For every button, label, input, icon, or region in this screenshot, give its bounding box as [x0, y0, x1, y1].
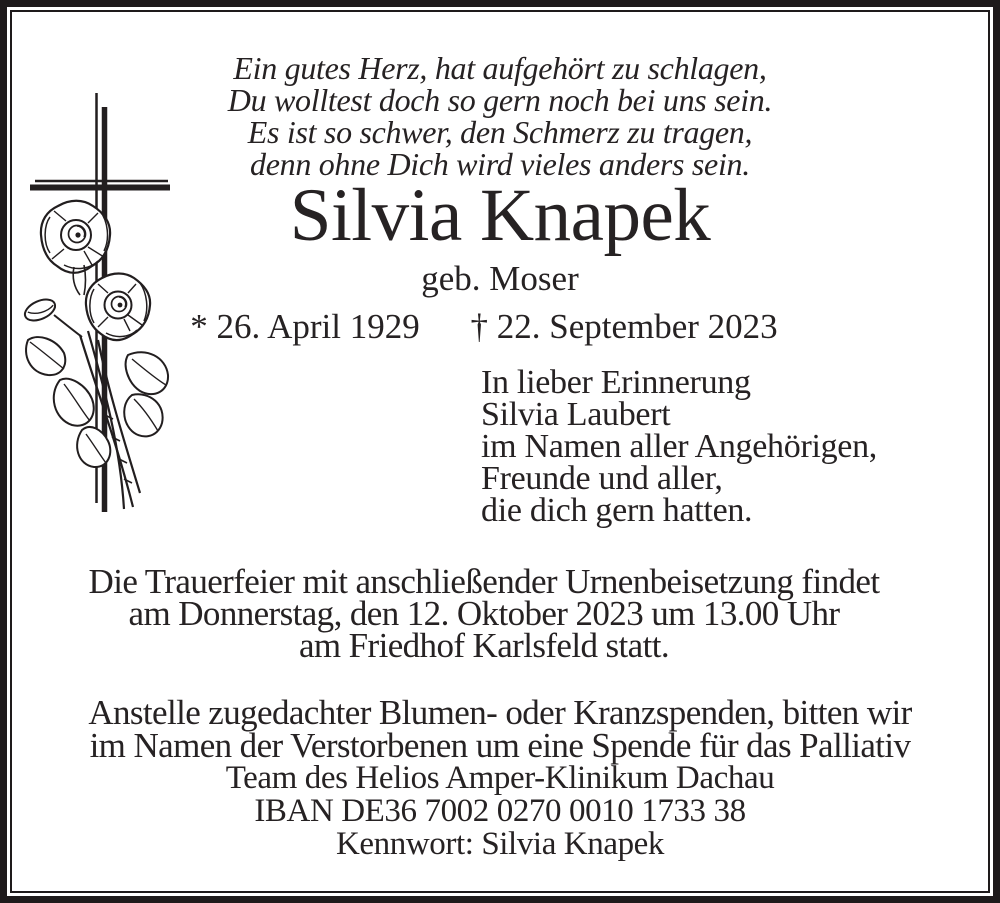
- funeral-line: Die Trauerfeier mit anschließender Urnenbeisetzung findet: [88, 562, 880, 601]
- memorial-line: die dich gern hatten.: [481, 492, 753, 529]
- poem-line: denn ohne Dich wird vieles anders sein.: [250, 146, 750, 182]
- life-dates: [0, 309, 984, 345]
- poem-line: Ein gutes Herz, hat aufgehört zu schlagen,: [233, 50, 767, 86]
- memorial-line: In lieber Erinnerung: [481, 364, 751, 401]
- memorial-line: im Namen aller Angehörigen,: [481, 428, 877, 465]
- maiden-name: geb. Moser: [421, 259, 579, 298]
- donation-block: [0, 693, 1000, 862]
- funeral-details: [0, 562, 984, 665]
- poem-line: Du wolltest doch so gern noch bei uns sein.: [227, 82, 773, 118]
- death-date: † 22. September 2023: [470, 307, 778, 346]
- poem: [0, 52, 1000, 180]
- poem-line: Es ist so schwer, den Schmerz zu tragen,: [247, 114, 753, 150]
- donation-line: Team des Helios Amper-Klinikum Dachau: [225, 760, 775, 796]
- funeral-line: am Friedhof Karlsfeld statt.: [298, 626, 670, 665]
- deceased-name: Silvia Knapek: [289, 174, 711, 257]
- memorial-block: [481, 364, 877, 529]
- funeral-line: am Donnerstag, den 12. Oktober 2023 um 13.00 Uhr: [128, 594, 840, 633]
- memorial-line: Freunde und aller,: [481, 460, 723, 497]
- birth-date: * 26. April 1929: [190, 307, 420, 346]
- donation-line: im Namen der Verstorbenen um eine Spende für das Palliativ: [89, 726, 911, 765]
- donation-iban: IBAN DE36 7002 0270 0010 1733 38: [254, 793, 746, 829]
- donation-line: Anstelle zugedachter Blumen- oder Kranzspenden, bitten wir: [88, 693, 912, 732]
- memorial-line: Silvia Laubert: [481, 396, 671, 433]
- donation-keyword: Kennwort: Silvia Knapek: [335, 826, 665, 862]
